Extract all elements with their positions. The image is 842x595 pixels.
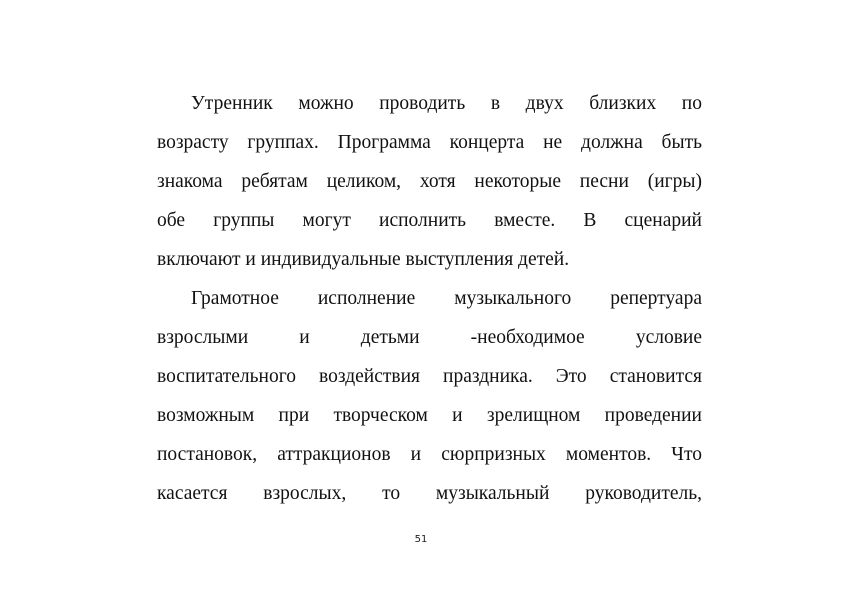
paragraph-1 (157, 84, 702, 279)
text-line: постановок, аттракционов и сюрпризных моментов. Что (157, 444, 702, 465)
text-line: возможным при творческом и зрелищном проведении (157, 405, 702, 426)
paragraph-2 (157, 279, 702, 513)
page-number: 51 (414, 534, 428, 545)
text-line: знакома ребятам целиком, хотя некоторые песни (игры) (157, 171, 702, 192)
text-line: возрасту группах. Программа концерта не должна быть (157, 132, 702, 153)
text-line: включают и индивидуальные выступления детей. (157, 249, 570, 270)
text-line: воспитательного воздействия праздника. Это становится (157, 366, 702, 387)
text-line: касается взрослых, то музыкальный руководитель, (157, 483, 702, 504)
text-line: Утренник можно проводить в двух близких по (191, 93, 702, 114)
text-line: обе группы могут исполнить вместе. В сценарий (157, 210, 702, 231)
text-line: взрослыми и детьми -необходимое условие (157, 327, 702, 348)
text-line: Грамотное исполнение музыкального репертуара (191, 288, 702, 309)
body-text (157, 84, 702, 513)
